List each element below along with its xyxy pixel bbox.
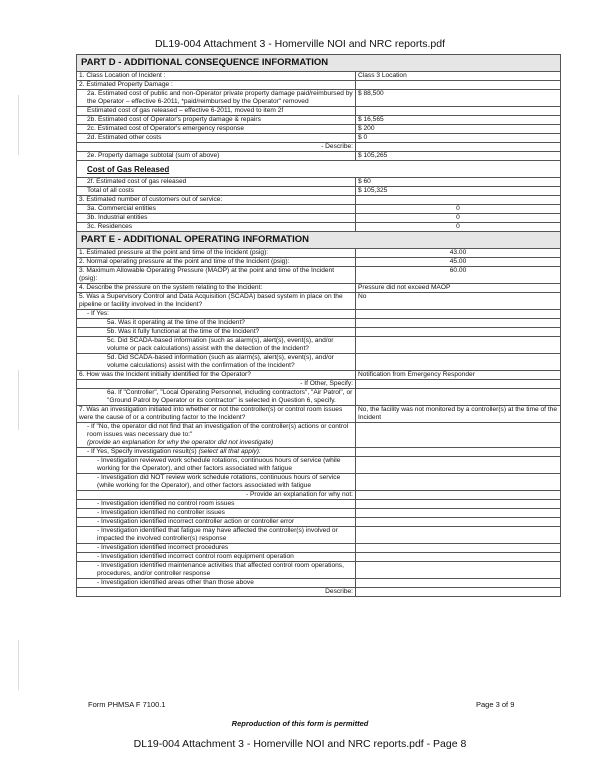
row-label: - Investigation identified no controller issues	[77, 509, 356, 518]
row-label: 3a. Commercial entities	[77, 205, 356, 214]
row-value	[356, 423, 561, 448]
table-row	[77, 354, 561, 371]
row-value: Notification from Emergency Responder	[356, 371, 561, 380]
form-id: Form PHMSA F 7100.1	[88, 700, 166, 709]
form-table-wrapper	[76, 54, 560, 597]
gas-cost-heading-row	[77, 161, 561, 178]
table-row	[77, 423, 561, 448]
row-value: $ 0	[356, 134, 561, 143]
row-value: 0	[356, 214, 561, 223]
table-row	[77, 553, 561, 562]
row-label: 2. Estimated Property Damage :	[77, 81, 356, 90]
row-value: 60.00	[356, 267, 561, 284]
q7-ifno-text: - If "No, the operator did not find that an investigation of the controller(s) actions or control room issues was necessary due to:"	[87, 423, 349, 438]
row-label: 2. Normal operating pressure at the point and time of the Incident (psig):	[77, 258, 356, 267]
table-row	[77, 258, 561, 267]
table-row	[77, 380, 561, 389]
row-label: 5a. Was it operating at the time of the Incident?	[77, 319, 356, 328]
row-value: 43.00	[356, 249, 561, 258]
table-row	[77, 509, 561, 518]
reproduction-notice: Reproduction of this form is permitted	[231, 719, 369, 728]
row-value	[356, 380, 561, 389]
row-label: 5. Was a Supervisory Control and Data Acquisition (SCADA) based system in place on the pipeline or facility involved in the Incident?	[77, 293, 356, 310]
gas-cost-heading: Cost of Gas Released	[77, 161, 561, 178]
row-value: $ 16,565	[356, 116, 561, 125]
table-row	[77, 562, 561, 579]
table-row	[77, 371, 561, 380]
row-value	[356, 457, 561, 474]
row-value	[356, 579, 561, 588]
table-row	[77, 328, 561, 337]
row-value	[356, 518, 561, 527]
row-value: No, the facility was not monitored by a controller(s) at the time of the Incident	[356, 406, 561, 423]
row-label: - Investigation did NOT review work schedule rotations, continuous hours of service (while working for the Operator), and other factors associated with fatigue	[77, 474, 356, 491]
row-value	[356, 319, 561, 328]
row-value	[356, 337, 561, 354]
margin-mark	[18, 640, 19, 690]
table-row	[77, 500, 561, 509]
table-row	[77, 319, 561, 328]
table-row	[77, 389, 561, 406]
row-label: - Investigation identified that fatigue may have affected the controller(s) involved or impacted the involved controller(s) response	[77, 527, 356, 544]
row-label: 6a. If "Controller", "Local Operating Personnel, including contractors", "Air Patrol", or "Ground Patrol by Operator or its contractor" is selected in Question 6, specify.	[77, 389, 356, 406]
table-row	[77, 107, 561, 116]
table-row	[77, 134, 561, 143]
row-label: - Describe:	[77, 143, 356, 152]
row-value: $ 105,265	[356, 152, 561, 161]
row-label: 7. Was an investigation initiated into whether or not the controller(s) or control room issues were the cause of or a contributing factor to the Incident?	[77, 406, 356, 423]
part-d-title: PART D - ADDITIONAL CONSEQUENCE INFORMATION	[77, 55, 561, 72]
table-row	[77, 406, 561, 423]
table-row	[77, 223, 561, 232]
row-label: - Investigation reviewed work schedule rotations, continuous hours of service (while working for the Operator), and other factors associated with fatigue	[77, 457, 356, 474]
table-row	[77, 457, 561, 474]
row-value: $ 105,325	[356, 187, 561, 196]
row-label: - Investigation identified incorrect control room equipment operation	[77, 553, 356, 562]
table-row	[77, 474, 561, 491]
row-value: Class 3 Location	[356, 72, 561, 81]
row-value	[356, 389, 561, 406]
table-row	[77, 187, 561, 196]
table-row	[77, 178, 561, 187]
page-number: Page 3 of 9	[476, 700, 515, 709]
row-label: - Investigation identified incorrect procedures	[77, 544, 356, 553]
table-row	[77, 214, 561, 223]
row-label: 2e. Property damage subtotal (sum of above)	[77, 152, 356, 161]
q7-ifyes-text: - If Yes, Specify investigation result(s)	[87, 448, 197, 455]
row-label: Total of all costs	[77, 187, 356, 196]
row-value	[356, 527, 561, 544]
row-value: 45.00	[356, 258, 561, 267]
row-value	[356, 544, 561, 553]
table-row	[77, 284, 561, 293]
row-value	[356, 448, 561, 457]
row-label: - Provide an explanation for why not:	[77, 491, 356, 500]
document-title: DL19-004 Attachment 3 - Homerville NOI and NRC reports.pdf	[154, 38, 446, 50]
row-value	[356, 143, 561, 152]
part-d-header	[77, 55, 561, 72]
row-label: Estimated cost of gas released – effective 6-2011, moved to item 2f	[77, 107, 356, 116]
row-label: 3. Maximum Allowable Operating Pressure (MAOP) at the point and time of the Incident (psig):	[77, 267, 356, 284]
row-value	[356, 491, 561, 500]
table-row	[77, 267, 561, 284]
row-label: 1. Estimated pressure at the point and time of the Incident (psig):	[77, 249, 356, 258]
row-value: No	[356, 293, 561, 310]
row-label: 5c. Did SCADA-based information (such as alarm(s), alert(s), event(s), and/or volume or pack calculations) assist with the detection of the Incident?	[77, 337, 356, 354]
table-row	[77, 310, 561, 319]
table-row	[77, 116, 561, 125]
row-label: 2b. Estimated cost of Operator's property damage & repairs	[77, 116, 356, 125]
row-label: 6. How was the Incident initially identified for the Operator?	[77, 371, 356, 380]
table-row	[77, 81, 561, 90]
q7-ifyes-note: (select all that apply):	[198, 448, 261, 455]
row-label	[77, 423, 356, 448]
row-label: 5b. Was it fully functional at the time of the Incident?	[77, 328, 356, 337]
row-value	[356, 500, 561, 509]
row-label: - Investigation identified areas other than those above	[77, 579, 356, 588]
table-row	[77, 125, 561, 134]
row-label: 2c. Estimated cost of Operator's emergency response	[77, 125, 356, 134]
row-value: Pressure did not exceed MAOP	[356, 284, 561, 293]
row-value	[356, 107, 561, 116]
table-row	[77, 491, 561, 500]
row-value	[356, 474, 561, 491]
row-label: 1. Class Location of Incident :	[77, 72, 356, 81]
table-row	[77, 588, 561, 597]
row-value	[356, 196, 561, 205]
table-row	[77, 249, 561, 258]
table-row	[77, 152, 561, 161]
row-label: 3c. Residences	[77, 223, 356, 232]
table-row	[77, 337, 561, 354]
row-label: - Investigation identified no control room issues	[77, 500, 356, 509]
row-value: $ 88,500	[356, 90, 561, 107]
table-row	[77, 72, 561, 81]
row-label: Describe:	[77, 588, 356, 597]
row-label: 4. Describe the pressure on the system relating to the Incident:	[77, 284, 356, 293]
table-row	[77, 518, 561, 527]
part-e-title: PART E - ADDITIONAL OPERATING INFORMATION	[77, 232, 561, 249]
row-label: - Investigation identified maintenance activities that affected control room operations, procedures, and/or controller response	[77, 562, 356, 579]
margin-mark	[18, 95, 19, 155]
table-row	[77, 205, 561, 214]
table-row	[77, 527, 561, 544]
row-value: 0	[356, 205, 561, 214]
row-label: 3. Estimated number of customers out of service:	[77, 196, 356, 205]
row-value: $ 200	[356, 125, 561, 134]
bottom-document-title: DL19-004 Attachment 3 - Homerville NOI and NRC reports.pdf - Page 8	[133, 738, 467, 750]
margin-mark	[18, 370, 19, 430]
row-label: - If Other, Specify:	[77, 380, 356, 389]
table-row	[77, 90, 561, 107]
row-value	[356, 354, 561, 371]
row-value	[356, 509, 561, 518]
row-value	[356, 562, 561, 579]
table-row	[77, 544, 561, 553]
table-row	[77, 196, 561, 205]
row-value: 0	[356, 223, 561, 232]
row-label: 2f. Estimated cost of gas released	[77, 178, 356, 187]
q7-ifno-note: (provide an explanation for why the operator did not investigate)	[87, 439, 274, 446]
table-row	[77, 293, 561, 310]
row-label	[77, 448, 356, 457]
row-label: 2a. Estimated cost of public and non-Operator private property damage paid/reimbursed by the Operator – effective 6-2011, *paid/reimbursed by the Operator" removed	[77, 90, 356, 107]
row-value	[356, 553, 561, 562]
row-value	[356, 81, 561, 90]
row-value: $ 60	[356, 178, 561, 187]
table-row	[77, 448, 561, 457]
row-label: 3b. Industrial entities	[77, 214, 356, 223]
part-e-header	[77, 232, 561, 249]
table-row	[77, 143, 561, 152]
table-row	[77, 579, 561, 588]
form-table	[76, 54, 561, 597]
row-label: 2d. Estimated other costs	[77, 134, 356, 143]
row-value	[356, 328, 561, 337]
row-value	[356, 588, 561, 597]
row-label: 5d. Did SCADA-based information (such as alarm(s), alert(s), event(s), and/or volume calculations) assist with the confirmation of the Incident?	[77, 354, 356, 371]
row-value	[356, 310, 561, 319]
row-label: - If Yes:	[77, 310, 356, 319]
row-label: - Investigation identified incorrect controller action or controller error	[77, 518, 356, 527]
